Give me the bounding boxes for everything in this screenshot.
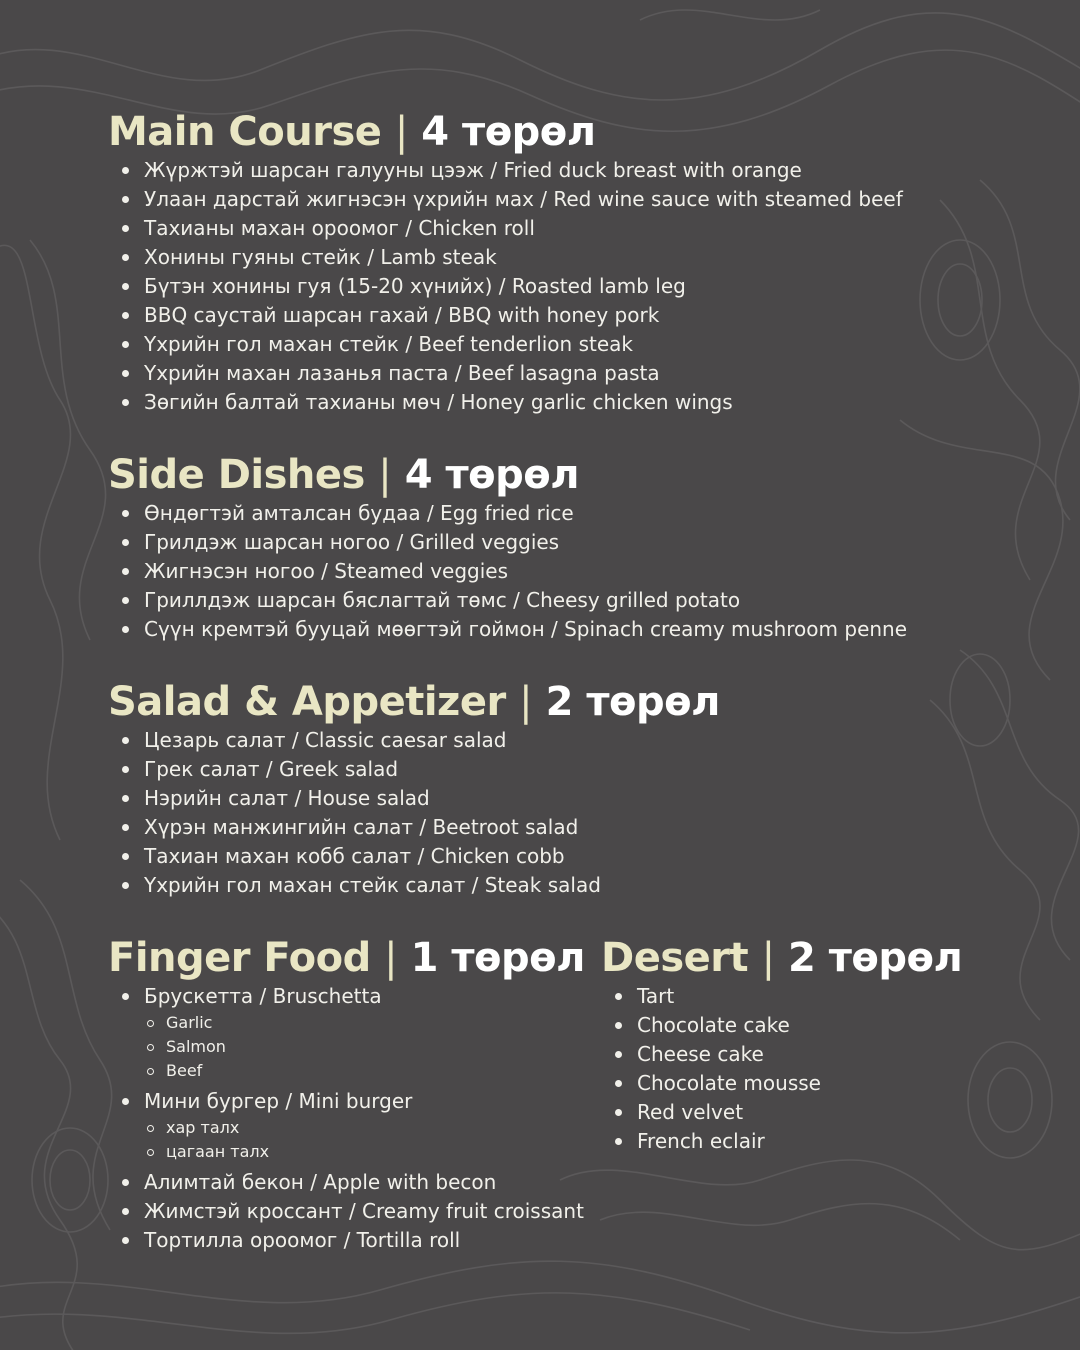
sub-list-item: цагаан талх bbox=[144, 1140, 585, 1164]
heading-separator: | bbox=[394, 109, 408, 155]
heading-count: 1 төрөл bbox=[410, 935, 585, 981]
salad-appetizer-list bbox=[108, 726, 720, 900]
list-item: Тахианы махан ороомог / Chicken roll bbox=[108, 214, 903, 243]
list-item: Tart bbox=[601, 982, 962, 1011]
list-item: Цезарь салат / Classic caesar salad bbox=[108, 726, 720, 755]
section-finger-food bbox=[108, 934, 585, 1255]
list-item: French eclair bbox=[601, 1127, 962, 1156]
sub-list bbox=[144, 1011, 585, 1083]
list-item bbox=[108, 1168, 585, 1197]
list-item-label: Брускетта / Bruschetta bbox=[144, 984, 382, 1008]
section-heading-side-dishes bbox=[108, 451, 907, 499]
sub-list-item: Salmon bbox=[144, 1035, 585, 1059]
heading-name: Side Dishes bbox=[108, 452, 365, 498]
list-item: Грилдэж шарсан ногоо / Grilled veggies bbox=[108, 528, 907, 557]
list-item bbox=[108, 1226, 585, 1255]
list-item-label: Мини бургер / Mini burger bbox=[144, 1089, 413, 1113]
section-salad-appetizer bbox=[108, 678, 720, 900]
list-item: Бүтэн хонины гуя (15-20 хүнийх) / Roasted lamb leg bbox=[108, 272, 903, 301]
section-desert bbox=[601, 934, 962, 1156]
list-item-label: Алимтай бекон / Apple with becon bbox=[144, 1170, 497, 1194]
list-item: Cheese cake bbox=[601, 1040, 962, 1069]
sub-list bbox=[144, 1116, 585, 1164]
list-item-label: Жимстэй кроссант / Creamy fruit croissant bbox=[144, 1199, 584, 1223]
list-item: Үхрийн гол махан стейк / Beef tenderlion steak bbox=[108, 330, 903, 359]
heading-count: 2 төрөл bbox=[545, 679, 720, 725]
heading-count: 4 төрөл bbox=[404, 452, 580, 498]
list-item: Хонины гуяны стейк / Lamb steak bbox=[108, 243, 903, 272]
list-item: Жигнэсэн ногоо / Steamed veggies bbox=[108, 557, 907, 586]
list-item: Chocolate mousse bbox=[601, 1069, 962, 1098]
section-heading-salad-appetizer bbox=[108, 678, 720, 726]
section-main-course bbox=[108, 108, 903, 417]
heading-separator: | bbox=[384, 935, 398, 981]
heading-name: Finger Food bbox=[108, 935, 371, 981]
list-item: BBQ саустай шарсан гахай / BBQ with honey pork bbox=[108, 301, 903, 330]
list-item: Chocolate cake bbox=[601, 1011, 962, 1040]
section-heading-main-course bbox=[108, 108, 903, 156]
sub-list-item: Beef bbox=[144, 1059, 585, 1083]
list-item: Жүржтэй шарсан галууны цээж / Fried duck breast with orange bbox=[108, 156, 903, 185]
finger-food-list bbox=[108, 982, 585, 1255]
sub-list-item: хар талх bbox=[144, 1116, 585, 1140]
heading-separator: | bbox=[761, 935, 775, 981]
section-heading-desert bbox=[601, 934, 962, 982]
heading-name: Desert bbox=[601, 935, 749, 981]
main-course-list bbox=[108, 156, 903, 417]
section-side-dishes bbox=[108, 451, 907, 644]
list-item: Үхрийн гол махан стейк салат / Steak salad bbox=[108, 871, 720, 900]
list-item: Red velvet bbox=[601, 1098, 962, 1127]
list-item: Гриллдэж шарсан бяслагтай төмс / Cheesy grilled potato bbox=[108, 586, 907, 615]
desert-list bbox=[601, 982, 962, 1156]
sub-list-item: Garlic bbox=[144, 1011, 585, 1035]
heading-name: Salad & Appetizer bbox=[108, 679, 506, 725]
heading-separator: | bbox=[519, 679, 533, 725]
list-item bbox=[108, 982, 585, 1083]
list-item-label: Тортилла ороомог / Tortilla roll bbox=[144, 1228, 461, 1252]
list-item: Сүүн кремтэй бууцай мөөгтэй гоймон / Spinach creamy mushroom penne bbox=[108, 615, 907, 644]
list-item bbox=[108, 1087, 585, 1164]
list-item: Тахиан махан кобб салат / Chicken cobb bbox=[108, 842, 720, 871]
list-item: Улаан дарстай жигнэсэн үхрийн мах / Red wine sauce with steamed beef bbox=[108, 185, 903, 214]
heading-count: 2 төрөл bbox=[787, 935, 963, 981]
list-item: Грек салат / Greek salad bbox=[108, 755, 720, 784]
heading-count: 4 төрөл bbox=[421, 109, 596, 155]
list-item: Үхрийн махан лазанья паста / Beef lasagna pasta bbox=[108, 359, 903, 388]
heading-separator: | bbox=[378, 452, 392, 498]
list-item: Өндөгтэй амталсан будаа / Egg fried rice bbox=[108, 499, 907, 528]
heading-name: Main Course bbox=[108, 109, 382, 155]
list-item: Нэрийн салат / House salad bbox=[108, 784, 720, 813]
list-item: Хүрэн манжингийн салат / Beetroot salad bbox=[108, 813, 720, 842]
side-dishes-list bbox=[108, 499, 907, 644]
section-heading-finger-food bbox=[108, 934, 585, 982]
list-item bbox=[108, 1197, 585, 1226]
list-item: Зөгийн балтай тахианы мөч / Honey garlic chicken wings bbox=[108, 388, 903, 417]
